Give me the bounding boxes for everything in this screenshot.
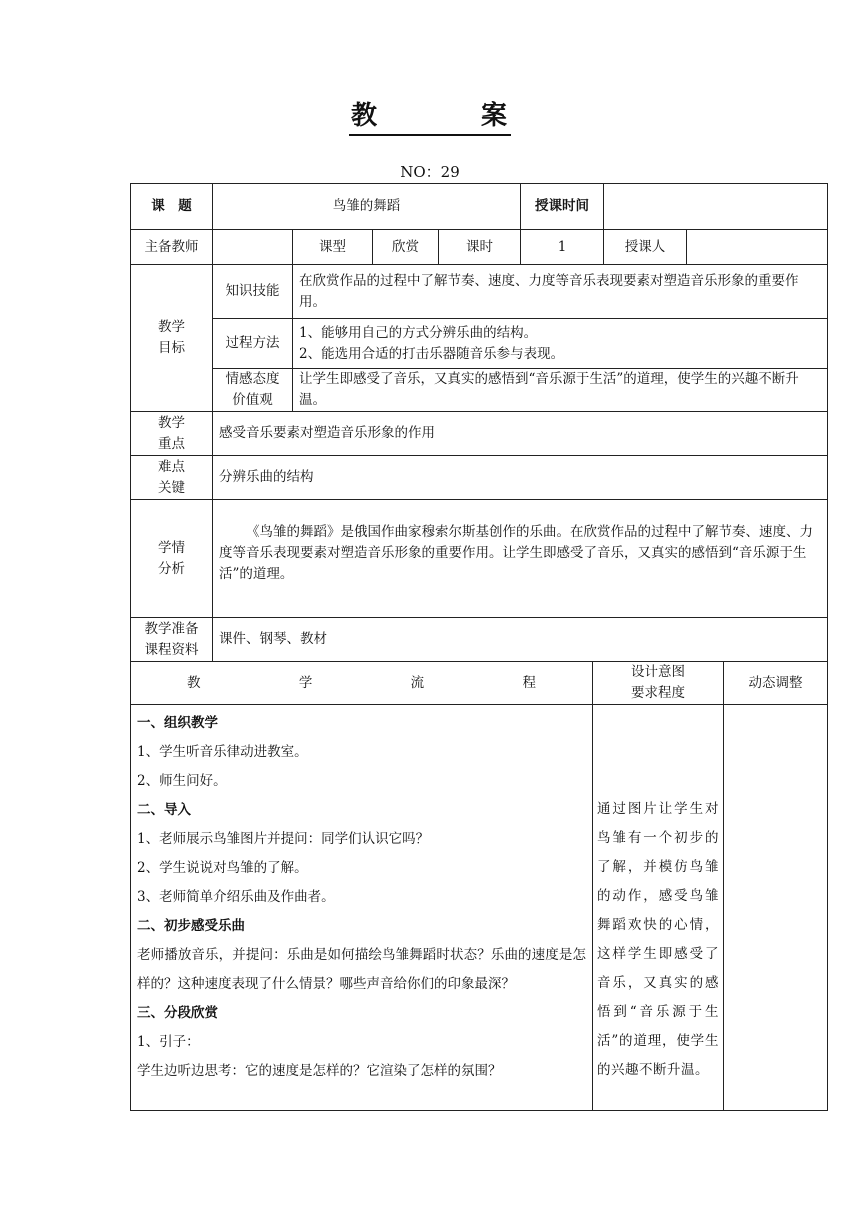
flow-line: 二、导入 (137, 802, 191, 818)
topic-label: 课 题 (131, 184, 213, 230)
difficulty-label: 难点 关键 (131, 456, 213, 500)
analysis-label: 学情 分析 (131, 500, 213, 618)
flow-content (131, 705, 593, 1111)
materials-text: 课件、钢琴、教材 (213, 618, 828, 662)
flow-line: 二、初步感受乐曲 (137, 918, 245, 934)
flow-header: 教 学 流 程 (131, 662, 593, 705)
key-point-text: 感受音乐要素对塑造音乐形象的作用 (213, 412, 828, 456)
lecturer-label: 授课人 (604, 230, 687, 265)
flow-line: 三、分段欣赏 (137, 1005, 218, 1021)
topic-value: 鸟雏的舞蹈 (213, 184, 521, 230)
title-char-right: 案 (479, 98, 511, 136)
teaching-time-label: 授课时间 (521, 184, 604, 230)
teaching-time-value (604, 184, 828, 230)
document-number: NO：29 (400, 163, 460, 181)
teaching-flow-table (130, 661, 828, 1111)
flow-line: 学生边听边思考：它的速度是怎样的？它渲染了怎样的氛围？ (137, 1063, 502, 1079)
lesson-info-table (130, 183, 828, 662)
flow-line: 一、组织教学 (137, 715, 218, 731)
flow-line: 2、学生说说对鸟雏的了解。 (137, 860, 308, 876)
process-text: 1、能够用自己的方式分辨乐曲的结构。 2、能选用合适的打击乐器随音乐参与表现。 (293, 319, 828, 369)
emotion-label: 情感态度 价值观 (213, 369, 293, 412)
knowledge-label: 知识技能 (213, 265, 293, 319)
flow-line: 2、师生问好。 (137, 773, 227, 789)
flow-line: 1、学生听音乐律动进教室。 (137, 744, 308, 760)
flow-line: 1、引子： (137, 1034, 200, 1050)
analysis-text: 《鸟雏的舞蹈》是俄国作曲家穆索尔斯基创作的乐曲。在欣赏作品的过程中了解节奏、速度、力度等音乐表现要素对塑造音乐形象的重要作用。让学生即感受了音乐，又真实的感悟到“音乐源于生活”的道理。 (213, 500, 828, 618)
key-point-label: 教学 重点 (131, 412, 213, 456)
knowledge-text: 在欣赏作品的过程中了解节奏、速度、力度等音乐表现要素对塑造音乐形象的重要作用。 (293, 265, 828, 319)
dynamic-adjust-header: 动态调整 (724, 662, 828, 705)
flow-line: 1、老师展示鸟雏图片并提问：同学们认识它吗？ (137, 831, 430, 847)
lesson-type-label: 课型 (293, 230, 373, 265)
title-char-left: 教 (349, 98, 381, 136)
lead-teacher-label: 主备教师 (131, 230, 213, 265)
document-title (0, 98, 860, 136)
lead-teacher-value (213, 230, 293, 265)
emotion-text: 让学生即感受了音乐，又真实的感悟到“音乐源于生活”的道理，使学生的兴趣不断升温。 (293, 369, 828, 412)
process-label: 过程方法 (213, 319, 293, 369)
objectives-label: 教学 目标 (131, 265, 213, 412)
flow-line: 老师播放音乐，并提问：乐曲是如何描绘鸟雏舞蹈时状态？乐曲的速度是怎样的？这种速度表现了什么情景？哪些声音给你们的印象最深？ (137, 947, 586, 992)
flow-line: 3、老师简单介绍乐曲及作曲者。 (137, 889, 335, 905)
difficulty-text: 分辨乐曲的结构 (213, 456, 828, 500)
lesson-type-value: 欣赏 (373, 230, 439, 265)
design-intent-header: 设计意图 要求程度 (593, 662, 724, 705)
title-gap (381, 98, 479, 136)
materials-label: 教学准备 课程资料 (131, 618, 213, 662)
design-intent-note: 通过图片让学生对鸟雏有一个初步的了解，并模仿鸟雏的动作，感受鸟雏舞蹈欢快的心情，这样学生即感受了音乐，又真实的感悟到“音乐源于生活”的道理，使学生的兴趣不断升温。 (593, 705, 724, 1111)
lecturer-value (687, 230, 828, 265)
hours-label: 课时 (439, 230, 521, 265)
hours-value: 1 (521, 230, 604, 265)
dynamic-adjust-cell (724, 705, 828, 1111)
